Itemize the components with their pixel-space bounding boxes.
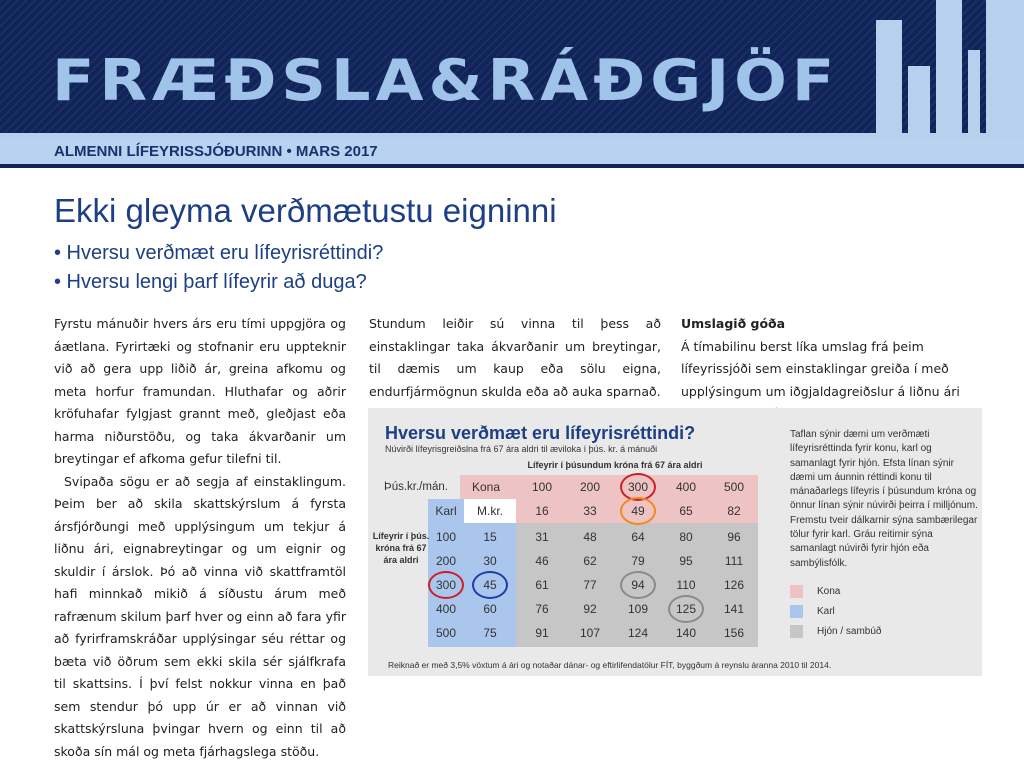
article-title: Ekki gleyma verðmætustu eigninni <box>54 192 557 230</box>
publication-line: ALMENNI LÍFEYRISSJÓÐURINN • MARS 2017 <box>54 143 378 160</box>
paragraph: Á tímabilinu berst líka umslag frá þeim lífeyrissjóði sem einstaklingar greiða í með upplýsingum um iðgjaldagreiðslur á liðnu ári <box>681 336 971 426</box>
combined-cell: 95 <box>662 549 710 573</box>
kona-value-cell: 49 <box>614 499 662 523</box>
combined-cell: 77 <box>566 573 614 597</box>
combined-cell: 124 <box>614 621 662 645</box>
combined-cell: 64 <box>614 525 662 549</box>
combined-cell: 92 <box>566 597 614 621</box>
bullet-question-1: • Hversu verðmæt eru lífeyrisréttindi? <box>54 242 383 265</box>
kona-monthly-cell: 200 <box>566 475 614 499</box>
combined-cell: 61 <box>518 573 566 597</box>
kona-value-cell: 16 <box>518 499 566 523</box>
combined-cell: 125 <box>662 597 710 621</box>
karl-value-cell: 45 <box>464 573 516 597</box>
table-corner-label: Þús.kr./mán. <box>368 475 464 499</box>
combined-cell: 76 <box>518 597 566 621</box>
kona-monthly-cell: 400 <box>662 475 710 499</box>
highlight-ring <box>472 571 508 599</box>
karl-monthly-cell: 100 <box>428 525 464 549</box>
masthead-title: FRÆÐSLA&RÁÐGJÖF <box>52 52 839 109</box>
legend-item-hjon: Hjón / sambúð <box>790 625 881 638</box>
karl-monthly-cell: 500 <box>428 621 464 645</box>
karl-label: Karl <box>428 499 464 523</box>
legend-item-kona: Kona <box>790 585 840 598</box>
table-top-header: Lífeyrir í þúsundum króna frá 67 ára aldri <box>470 458 760 472</box>
combined-cell: 141 <box>710 597 758 621</box>
karl-value-cell: 75 <box>464 621 516 645</box>
karl-value-cell: 15 <box>464 525 516 549</box>
section-heading: Umslagið góða <box>681 313 971 336</box>
legend-item-karl: Karl <box>790 605 835 618</box>
subheader-divider <box>0 164 1024 168</box>
combined-cell: 109 <box>614 597 662 621</box>
figure-footnote: Reiknað er með 3,5% vöxtum á ári og notaðar dánar- og eftirlifendatölur FÍT, byggðum á reynslu áranna 2010 til 2014. <box>388 660 831 670</box>
combined-cell: 79 <box>614 549 662 573</box>
combined-cell: 107 <box>566 621 614 645</box>
karl-monthly-cell: 400 <box>428 597 464 621</box>
karl-monthly-cell: 200 <box>428 549 464 573</box>
bullet-question-2: • Hversu lengi þarf lífeyrir að duga? <box>54 271 367 294</box>
body-column-2: Stundum leiðir sú vinna til þess að einstaklingar taka ákvarðanir um breytingar, til dæmis um kaup eða sölu eigna, endurfjármögnun skulda eða að auka sparnað. <box>369 313 661 403</box>
combined-cell: 111 <box>710 549 758 573</box>
combined-cell: 48 <box>566 525 614 549</box>
highlight-ring <box>620 571 656 599</box>
kona-monthly-cell: 500 <box>710 475 758 499</box>
kona-value-cell: 33 <box>566 499 614 523</box>
combined-cell: 91 <box>518 621 566 645</box>
combined-cell: 156 <box>710 621 758 645</box>
paragraph: Fyrstu mánuðir hvers árs eru tími uppgjöra og áætlana. Fyrirtæki og stofnanir eru uppteknir við að gera upp liðið ár, greina afkomu og meta horfur framundan. Hluthafar og aðrir kröfuhafar fylgjast grannt með, gleðjast eða harma niðurstöðu, og taka ákvarðanir um breytingar ef afkoma gefur tilefni til. <box>54 313 346 471</box>
kona-value-cell: 82 <box>710 499 758 523</box>
combined-cell: 31 <box>518 525 566 549</box>
body-column-1 <box>54 313 346 763</box>
combined-cell: 94 <box>614 573 662 597</box>
figure-description: Taflan sýnir dæmi um verðmæti lífeyrisréttinda fyrir konu, karl og samanlagt fyrir hjón. Efsta línan sýnir dæmi um áunnin réttindi konu til mánaðarlegs lífeyris í þúsundum króna og önnur línan sýnir núvirði þeirra í milljónum. Fremstu tveir dálkarnir sýna sambærilegar tölur fyrir karl. Gráu reitirnir sýna samanlagt núvirði fyrir hjón eða sambýlisfólk. <box>790 428 980 571</box>
combined-cell: 62 <box>566 549 614 573</box>
karl-monthly-cell: 300 <box>428 573 464 597</box>
figure-title: Hversu verðmæt eru lífeyrisréttindi? <box>385 423 695 444</box>
highlight-ring <box>668 595 704 623</box>
combined-cell: 46 <box>518 549 566 573</box>
kona-value-cell: 65 <box>662 499 710 523</box>
side-label: Lífeyrir í þús. króna frá 67 ára aldri <box>372 530 430 590</box>
combined-cell: 140 <box>662 621 710 645</box>
kona-label: Kona <box>462 475 510 499</box>
highlight-ring <box>620 497 656 525</box>
karl-value-cell: 60 <box>464 597 516 621</box>
combined-cell: 96 <box>710 525 758 549</box>
kona-monthly-cell: 100 <box>518 475 566 499</box>
karl-value-cell: 30 <box>464 549 516 573</box>
figure-subtitle: Núvirði lífeyrisgreiðslna frá 67 ára aldri til æviloka í þús. kr. á mánuði <box>385 444 657 454</box>
combined-cell: 110 <box>662 573 710 597</box>
masthead-banner <box>0 0 1024 138</box>
mkr-label: M.kr. <box>464 499 516 523</box>
paragraph: Svipaða sögu er að segja af einstaklingum. Þeim ber að skila skattskýrslum á fyrsta ársfjórðungi með upplýsingum um tekjur á liðnu ári, eignabreytingar og um eignir og skuldir í árslok. Þó að vinna við skattframtöl hafi minnkað mikið á síðustu árum með rafrænum skilum þarf hver og einn að fara yfir að fyrirframskráðar upplýsingar séu réttar og bæta við öðrum sem ekki skila sér sjálfkrafa til skattsins. Í því felst nokkur vinna en það sem stendur þó upp úr er að vinnan við skattskýrsluna þvingar hvern og einn til að skoða sín mál og meta fjárhagslega stöðu. <box>54 471 346 763</box>
highlight-ring <box>428 571 464 599</box>
kona-monthly-cell: 300 <box>614 475 662 499</box>
combined-cell: 80 <box>662 525 710 549</box>
combined-cell: 126 <box>710 573 758 597</box>
